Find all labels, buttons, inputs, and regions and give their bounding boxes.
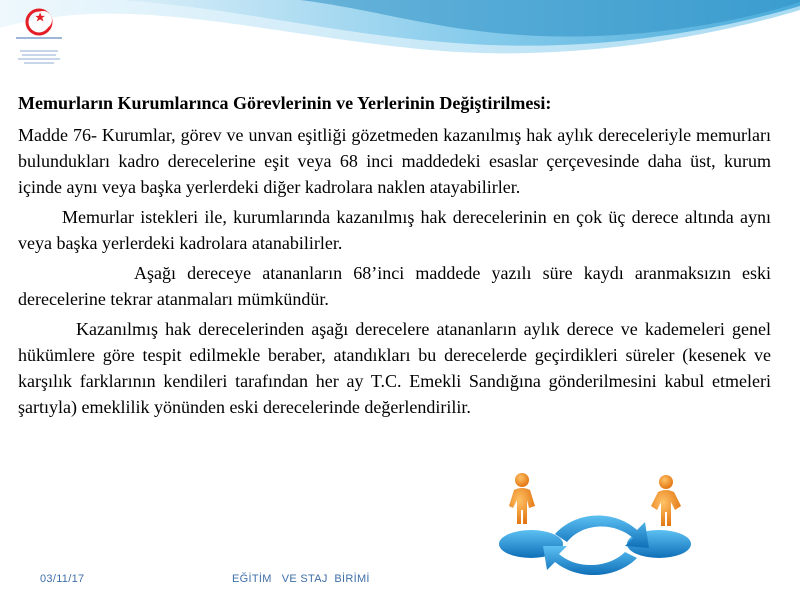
paragraph-earned-rights: Kazanılmış hak derecelerinden aşağı derecelere atananların aylık derece ve kademeleri genel hükümlere göre tespit edilmekle beraber, atandıkları bu derecelerde geçirdikleri süreler (kesenek ve karşılık farklarının kendileri tarafından her ay T.C. Emekli Sandığına gönderilmesini kabul etmeleri şartıyla) emeklilik yönünden eski derecelerinde değerlendirilir. (18, 319, 771, 417)
footer-unit-name: EĞİTİM VE STAJ BİRİMİ (232, 573, 370, 585)
paragraph-article-76: Madde 76- Kurumlar, görev ve unvan eşitliği gözetmeden kazanılmış hak aylık dereceleriyle memurları bulundukları kadro derecelerine eşit veya 68 inci maddedeki esaslar çerçevesinde daha üst, kurum içinde aynı veya başka yerlerdeki diğer kadrolara naklen atayabilirler. (18, 125, 771, 197)
people-exchange-cycle-icon (487, 462, 705, 582)
header-wave-decoration (0, 0, 800, 70)
slide-title: Memurların Kurumlarınca Görevlerinin ve Yerlerinin Değiştirilmesi: (18, 93, 552, 113)
footer-date: 03/11/17 (40, 573, 85, 585)
health-ministry-logo-icon (6, 4, 72, 66)
paragraph-voluntary-appointment: Memurlar istekleri ile, kurumlarında kazanılmış hak derecelerinin en çok üç derece altında aynı veya başka yerlerdeki kadrolara atanabilirler. (18, 207, 771, 253)
health-ministry-logo (6, 4, 72, 66)
paragraph-lower-degree: Aşağı dereceye atananların 68’inci maddede yazılı süre kaydı aranmaksızın eski derecelerine tekrar atanmaları mümkündür. (18, 263, 771, 309)
slide-content (18, 90, 771, 424)
